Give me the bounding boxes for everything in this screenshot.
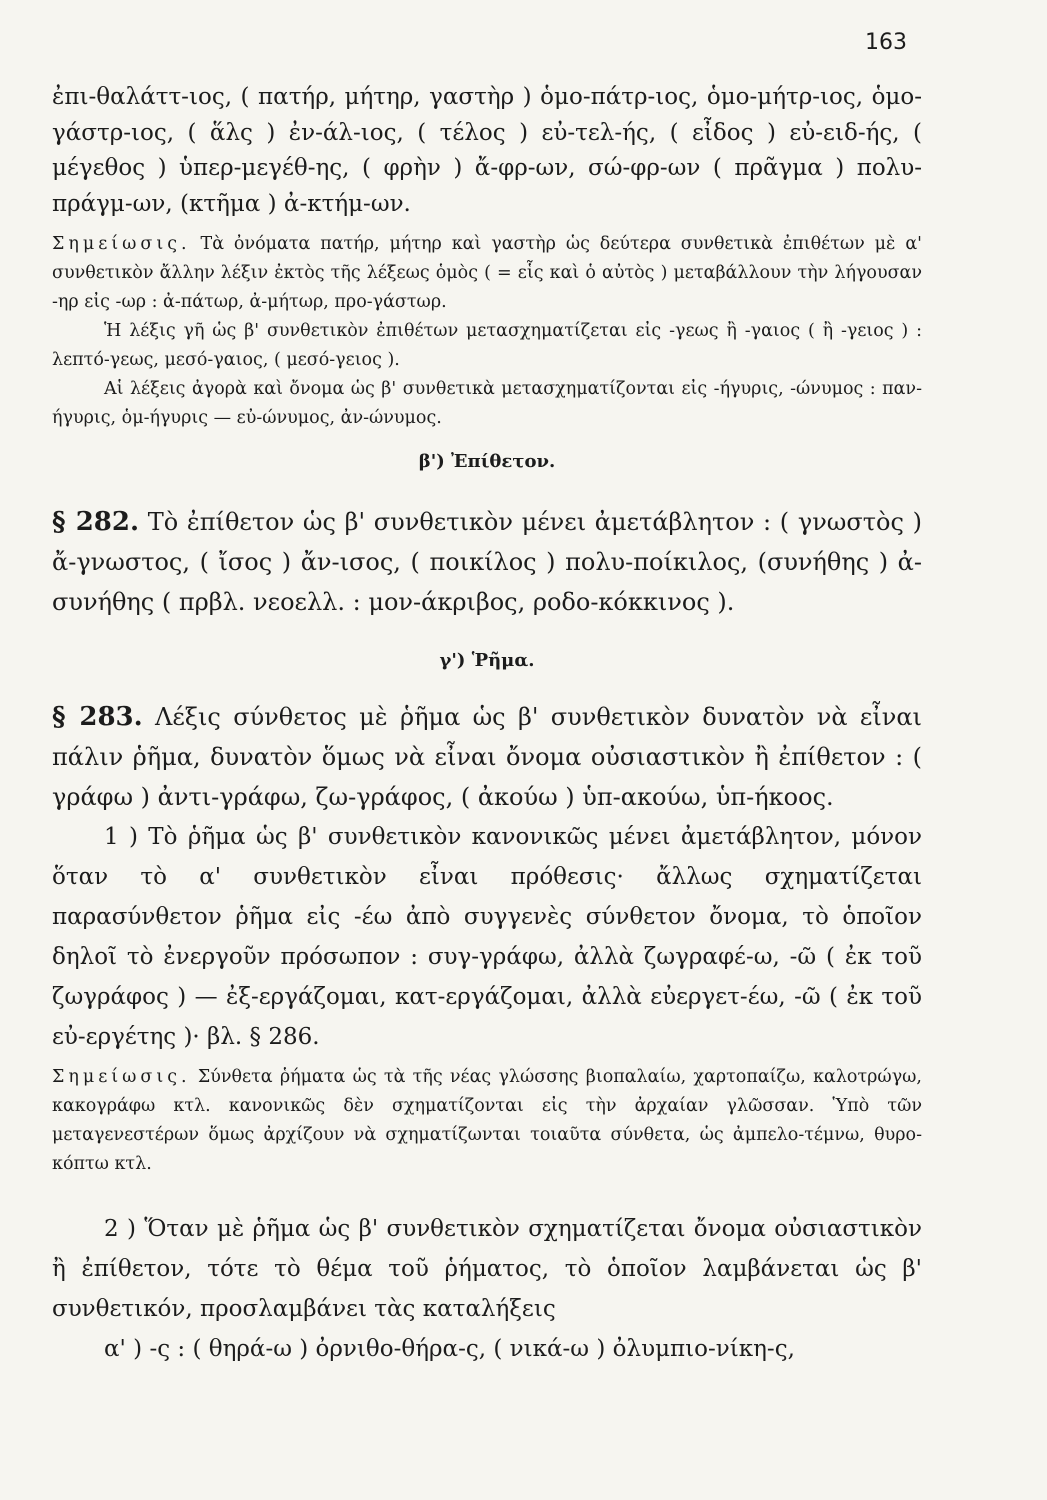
section-283-number: § 283. <box>52 702 143 732</box>
section-282-text: Τὸ ἐπίθετον ὡς β' συνθετικὸν μένει ἀμετάβλητον : ( γνωστὸς ) ἄ-γνωστος, ( ἴσος ) ἄν-ισος, ( ποικίλος ) πολυ-ποίκιλος, (συνήθης ) ἀ-συνήθης ( πρβλ. νεοελλ. : μον-άκριβος, ροδο-κόκκινος ). <box>52 508 922 616</box>
note-1 <box>52 230 922 433</box>
note-2 <box>52 1063 922 1179</box>
section-283-point-1: 1 ) Τὸ ῥῆμα ὡς β' συνθετικὸν κανονικῶς μένει ἀμετάβλητον, μόνον ὅταν τὸ α' συνθετικὸν εἶναι πρόθεσις· ἄλλως σχηματίζεται παρασύνθετον ῥῆμα εἰς -έω ἀπὸ συγγενὲς σύνθετον ὄνομα, τὸ ὁποῖον δηλοῖ τὸ ἐνεργοῦν πρόσωπον : συγ-γράφω, ἀλλὰ ζωγραφέ-ω, -ῶ ( ἐκ τοῦ ζωγράφος ) — ἐξ-εργάζομαι, κατ-εργάζομαι, ἀλλὰ εὐεργετ-έω, -ῶ ( ἐκ τοῦ εὐ-εργέτης )· βλ. § 286. <box>52 824 922 1050</box>
heading-epitheton: β') Ἐπίθετον. <box>418 451 556 472</box>
heading-rhema: γ') Ῥῆμα. <box>439 650 535 671</box>
section-283 <box>52 697 922 817</box>
section-283-text: Λέξις σύνθετος μὲ ῥῆμα ὡς β' συνθετικὸν δυνατὸν νὰ εἶναι πάλιν ῥῆμα, δυνατὸν ὅμως νὰ εἶναι ὄνομα οὐσιαστικὸν ἢ ἐπίθετον : ( γράφω ) ἀντι-γράφω, ζω-γράφος, ( ἀκούω ) ὑπ-ακούω, ὑπ-ήκοος. <box>52 703 922 811</box>
section-282 <box>52 502 922 622</box>
note-2-text: Σύνθετα ῥήματα ὡς τὰ τῆς νέας γλώσσης βιοπαλαίω, χαρτοπαίζω, καλοτρώγω, κακογράφω κτλ. κανονικῶς δὲν σχηματίζονται εἰς τὴν ἀρχαίαν γλῶσσαν. Ὑπὸ τῶν μεταγενεστέρων ὅμως ἀρχίζουν νὰ σχηματίζωνται τοιαῦτα σύνθετα, ὡς ἀμπελο-τέμνω, θυρο-κόπτω κτλ. <box>52 1067 922 1174</box>
page-content <box>52 80 922 1369</box>
note-1-paragraph-2: Ἡ λέξις γῆ ὡς β' συνθετικὸν ἐπιθέτων μετασχηματίζεται εἰς -γεως ἢ -γαιος ( ἢ -γειος ) : λεπτό-γεως, μεσό-γαιος, ( μεσό-γειος ). <box>52 321 922 370</box>
section-282-number: § 282. <box>52 507 140 537</box>
section-283-point-2-continuation: α' ) -ς : ( θηρά-ω ) ὀρνιθο-θήρα-ς, ( νικά-ω ) ὀλυμπιο-νίκη-ς, <box>104 1336 795 1362</box>
page-number: 163 <box>865 30 907 55</box>
note-1-text: Τὰ ὀνόματα πατήρ, μήτηρ καὶ γαστὴρ ὡς δεύτερα συνθετικὰ ἐπιθέτων μὲ α' συνθετικὸν ἄλλην λέξιν ἐκτὸς τῆς λέξεως ὁμὸς ( = εἷς καὶ ὁ αὐτὸς ) μεταβάλλουν τὴν λήγουσαν -ηρ εἰς -ωρ : ἀ-πάτωρ, ἀ-μήτωρ, προ-γάστωρ. <box>52 234 922 312</box>
note-1-lead: Σημείωσις. <box>52 234 191 254</box>
section-283-point-2: 2 ) Ὅταν μὲ ῥῆμα ὡς β' συνθετικὸν σχηματίζεται ὄνομα οὐσιαστικὸν ἢ ἐπίθετον, τότε τὸ θέμα τοῦ ῥήματος, τὸ ὁποῖον λαμβάνεται ὡς β' συνθετικόν, προσλαμβάνει τὰς καταλήξεις <box>52 1216 922 1322</box>
intro-paragraph: ἐπι-θαλάττ-ιος, ( πατήρ, μήτηρ, γαστὴρ ) ὁμο-πάτρ-ιος, ὁμο-μήτρ-ιος, ὁμο-γάστρ-ιος, ( ἅλς ) ἐν-άλ-ιος, ( τέλος ) εὐ-τελ-ής, ( εἶδος ) εὐ-ειδ-ής, ( μέγεθος ) ὑπερ-μεγέθ-ης, ( φρὴν ) ἄ-φρ-ων, σώ-φρ-ων ( πρᾶγμα ) πολυ-πράγμ-ων, (κτῆμα ) ἀ-κτήμ-ων. <box>52 84 922 217</box>
note-1-paragraph-3: Αἱ λέξεις ἀγορὰ καὶ ὄνομα ὡς β' συνθετικὰ μετασχηματίζονται εἰς -ήγυρις, -ώνυμος : παν-ήγυρις, ὁμ-ήγυρις — εὐ-ώνυμος, ἀν-ώνυμος. <box>52 379 922 428</box>
note-2-lead: Σημείωσις. <box>52 1067 191 1087</box>
